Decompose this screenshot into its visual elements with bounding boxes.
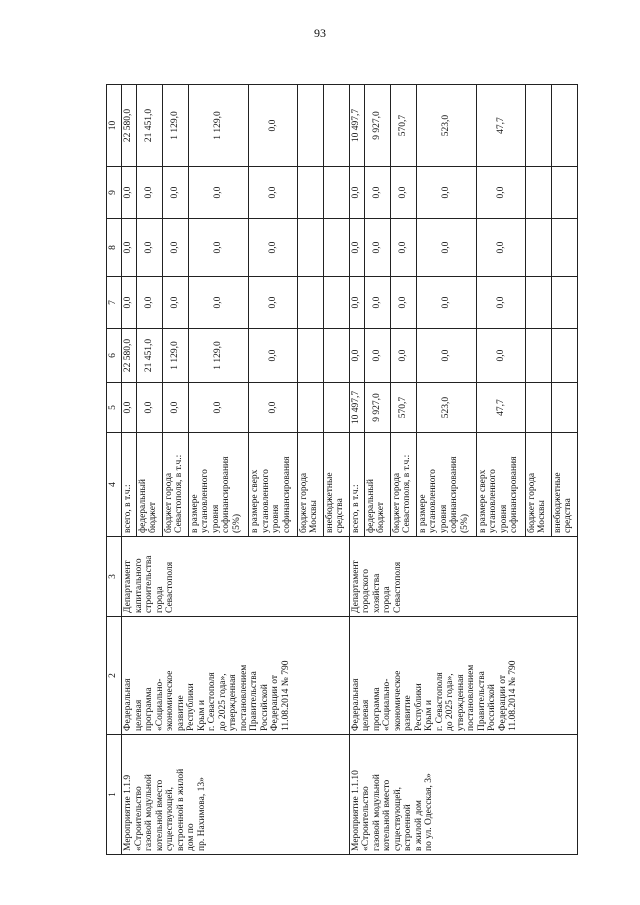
funding-source-cell: федеральный бюджет [364, 433, 390, 537]
page-number: 93 [314, 26, 326, 40]
value-cell-c5 [525, 383, 551, 433]
value-cell-c6: 22 580,0 [122, 329, 137, 383]
value-cell-c5: 10 497,7 [349, 383, 364, 433]
value-cell-c7: 0,0 [136, 277, 162, 329]
value-cell-c7 [525, 277, 551, 329]
value-cell-c8 [297, 219, 323, 277]
value-cell-c7: 0,0 [162, 277, 188, 329]
executor-cell: Департамент капитального строительства города Севастополя [122, 537, 350, 617]
executor-cell: Департамент городского хозяйства города Севастополя [349, 537, 577, 617]
value-cell-c7: 0,0 [249, 277, 298, 329]
value-cell-c7 [551, 277, 577, 329]
value-cell-c9 [323, 167, 349, 219]
value-cell-c8 [525, 219, 551, 277]
value-cell-c10: 9 927,0 [364, 85, 390, 167]
value-cell-c5: 9 927,0 [364, 383, 390, 433]
value-cell-c8: 0,0 [162, 219, 188, 277]
value-cell-c8: 0,0 [390, 219, 416, 277]
value-cell-c10 [551, 85, 577, 167]
value-cell-c6: 0,0 [249, 329, 298, 383]
column-header: 4 [107, 433, 122, 537]
funding-source-cell: в размере установленного уровня софинансирования (5%) [188, 433, 248, 537]
table-row [349, 85, 364, 855]
value-cell-c6 [525, 329, 551, 383]
value-cell-c6: 1 129,0 [162, 329, 188, 383]
value-cell-c7 [297, 277, 323, 329]
value-cell-c9: 0,0 [349, 167, 364, 219]
value-cell-c6: 0,0 [349, 329, 364, 383]
value-cell-c10: 523,0 [416, 85, 476, 167]
financing-table [106, 84, 578, 855]
value-cell-c9: 0,0 [390, 167, 416, 219]
column-header: 3 [107, 537, 122, 617]
column-header: 5 [107, 383, 122, 433]
funding-source-cell: бюджет города Севастополя, в т.ч.: [162, 433, 188, 537]
funding-source-cell: в размере сверх установленного уровня софинансирования [476, 433, 525, 537]
value-cell-c9 [525, 167, 551, 219]
value-cell-c10: 1 129,0 [162, 85, 188, 167]
value-cell-c9 [551, 167, 577, 219]
column-number-row [107, 85, 122, 855]
value-cell-c9: 0,0 [364, 167, 390, 219]
column-header: 10 [107, 85, 122, 167]
table-row [122, 85, 137, 855]
value-cell-c6: 0,0 [416, 329, 476, 383]
column-header: 1 [107, 735, 122, 855]
value-cell-c9: 0,0 [122, 167, 137, 219]
value-cell-c8: 0,0 [476, 219, 525, 277]
measure-cell: Мероприятие 1.1.10 «Строительство газовой модульной котельной вместо существующей, встроенной в жилой дом по ул. Одесская, 3» [349, 735, 577, 855]
value-cell-c6: 1 129,0 [188, 329, 248, 383]
value-cell-c5: 0,0 [122, 383, 137, 433]
value-cell-c10 [323, 85, 349, 167]
value-cell-c8: 0,0 [364, 219, 390, 277]
rotated-table-area [106, 85, 578, 855]
column-header: 2 [107, 617, 122, 735]
value-cell-c9: 0,0 [188, 167, 248, 219]
value-cell-c5: 570,7 [390, 383, 416, 433]
value-cell-c7: 0,0 [349, 277, 364, 329]
program-cell: Федеральная целевая программа «Социально- экономическое развитие Республики Крым и г. Севастополя до 2025 года», утвержденная постановлением Правительства Российской Федерации от 11.08.2014 № 790 [349, 617, 577, 735]
value-cell-c6: 0,0 [476, 329, 525, 383]
value-cell-c7: 0,0 [122, 277, 137, 329]
value-cell-c7: 0,0 [476, 277, 525, 329]
value-cell-c9: 0,0 [249, 167, 298, 219]
value-cell-c5: 523,0 [416, 383, 476, 433]
value-cell-c10: 47,7 [476, 85, 525, 167]
value-cell-c10 [525, 85, 551, 167]
value-cell-c5: 0,0 [162, 383, 188, 433]
landscape-page [106, 85, 578, 855]
value-cell-c5: 0,0 [136, 383, 162, 433]
value-cell-c6 [297, 329, 323, 383]
column-header: 9 [107, 167, 122, 219]
value-cell-c5 [551, 383, 577, 433]
value-cell-c8 [551, 219, 577, 277]
funding-source-cell: бюджет города Москвы [525, 433, 551, 537]
value-cell-c10: 10 497,7 [349, 85, 364, 167]
column-header: 6 [107, 329, 122, 383]
value-cell-c6 [323, 329, 349, 383]
value-cell-c7 [323, 277, 349, 329]
value-cell-c5: 47,7 [476, 383, 525, 433]
funding-source-cell: внебюджетные средства [323, 433, 349, 537]
value-cell-c9: 0,0 [162, 167, 188, 219]
value-cell-c9: 0,0 [476, 167, 525, 219]
value-cell-c5 [323, 383, 349, 433]
column-header: 7 [107, 277, 122, 329]
value-cell-c5 [297, 383, 323, 433]
value-cell-c8: 0,0 [416, 219, 476, 277]
value-cell-c10 [297, 85, 323, 167]
value-cell-c8: 0,0 [136, 219, 162, 277]
value-cell-c10: 1 129,0 [188, 85, 248, 167]
value-cell-c7: 0,0 [390, 277, 416, 329]
value-cell-c9 [297, 167, 323, 219]
funding-source-cell: бюджет города Москвы [297, 433, 323, 537]
value-cell-c5: 0,0 [188, 383, 248, 433]
funding-source-cell: всего, в т.ч.: [122, 433, 137, 537]
funding-source-cell: бюджет города Севастополя, в т.ч.: [390, 433, 416, 537]
funding-source-cell: внебюджетные средства [551, 433, 577, 537]
funding-source-cell: в размере сверх установленного уровня софинансирования [249, 433, 298, 537]
funding-source-cell: всего, в т.ч.: [349, 433, 364, 537]
funding-source-cell: федеральный бюджет [136, 433, 162, 537]
value-cell-c10: 22 580,0 [122, 85, 137, 167]
value-cell-c9: 0,0 [136, 167, 162, 219]
value-cell-c10: 570,7 [390, 85, 416, 167]
value-cell-c8: 0,0 [188, 219, 248, 277]
value-cell-c6 [551, 329, 577, 383]
value-cell-c8: 0,0 [249, 219, 298, 277]
value-cell-c7: 0,0 [188, 277, 248, 329]
measure-cell: Мероприятие 1.1.9 «Строительство газовой модульной котельной вместо существующей, встроенной в жилой дом по пр. Нахимова, 13» [122, 735, 350, 855]
value-cell-c8 [323, 219, 349, 277]
funding-source-cell: в размере установленного уровня софинансирования (5%) [416, 433, 476, 537]
value-cell-c6: 0,0 [390, 329, 416, 383]
value-cell-c7: 0,0 [364, 277, 390, 329]
value-cell-c8: 0,0 [349, 219, 364, 277]
value-cell-c5: 0,0 [249, 383, 298, 433]
program-cell: Федеральная целевая программа «Социально- экономическое развитие Республики Крым и г. Севастополя до 2025 года», утвержденная постановлением Правительства Российской Федерации от 11.08.2014 № 790 [122, 617, 350, 735]
value-cell-c9: 0,0 [416, 167, 476, 219]
value-cell-c6: 21 451,0 [136, 329, 162, 383]
value-cell-c10: 0,0 [249, 85, 298, 167]
value-cell-c6: 0,0 [364, 329, 390, 383]
column-header: 8 [107, 219, 122, 277]
value-cell-c8: 0,0 [122, 219, 137, 277]
value-cell-c10: 21 451,0 [136, 85, 162, 167]
value-cell-c7: 0,0 [416, 277, 476, 329]
